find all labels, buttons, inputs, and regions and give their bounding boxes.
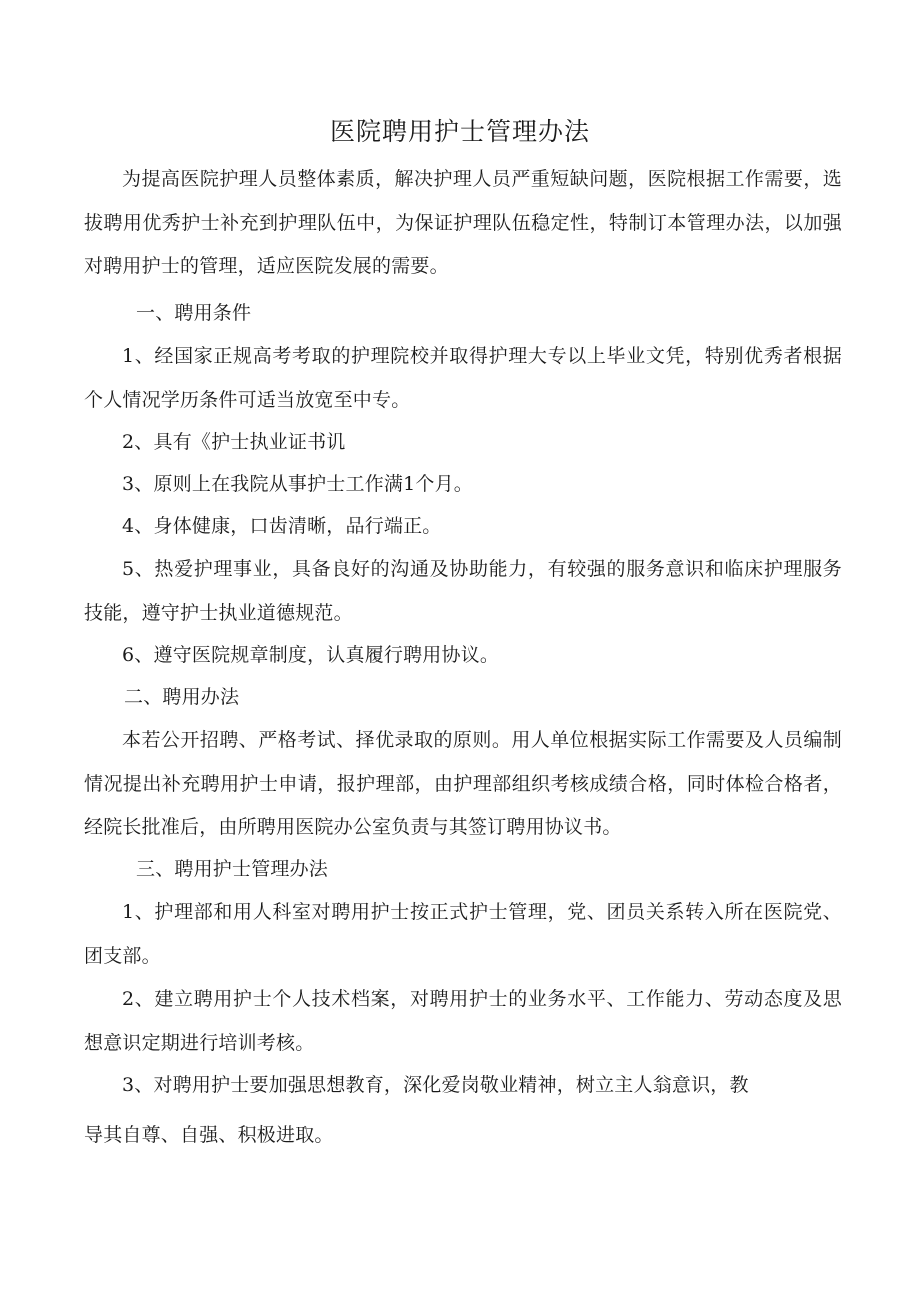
section-heading-method: 二、聘用办法 <box>124 686 240 708</box>
condition-item-4: 4、身体健康，口齿清晰，品行端正。 <box>122 515 442 537</box>
method-paragraph: 本若公开招聘、严格考试、择优录取的原则。用人单位根据实际工作需要及人员编制情况提出补充聘用护士申请，报护理部，由护理部组织考核成绩合格，同时体检合格者，经院长批准后，由所聘用医院办公室负责与其签订聘用协议书。 <box>84 729 842 838</box>
management-item-3-continuation: 导其自尊、自强、积极进取。 <box>84 1124 334 1146</box>
condition-item-1: 1、经国家正规高考考取的护理院校并取得护理大专以上毕业文凭，特别优秀者根据个人情况学历条件可适当放宽至中专。 <box>84 345 842 411</box>
section-heading-conditions: 一、聘用条件 <box>136 302 252 324</box>
condition-item-5: 5、热爱护理事业，具备良好的沟通及协助能力，有较强的服务意识和临床护理服务技能，遵守护士执业道德规范。 <box>84 558 842 624</box>
management-item-2: 2、建立聘用护士个人技术档案，对聘用护士的业务水平、工作能力、劳动态度及思想意识定期进行培训考核。 <box>84 988 842 1054</box>
management-item-1: 1、护理部和用人科室对聘用护士按正式护士管理，党、团员关系转入所在医院党、团支部。 <box>84 901 842 967</box>
document-title: 医院聘用护士管理办法 <box>329 117 590 146</box>
condition-item-3: 3、原则上在我院从事护士工作满1个月。 <box>122 473 473 495</box>
intro-paragraph: 为提高医院护理人员整体素质，解决护理人员严重短缺问题，医院根据工作需要，选拔聘用优秀护士补充到护理队伍中，为保证护理队伍稳定性，特制订本管理办法，以加强对聘用护士的管理，适应医院发展的需要。 <box>84 168 842 277</box>
condition-item-6: 6、遵守医院规章制度，认真履行聘用协议。 <box>122 644 500 666</box>
section-heading-management: 三、聘用护士管理办法 <box>136 858 329 880</box>
condition-item-2: 2、具有《护士执业证书讥 <box>122 431 346 453</box>
management-item-3: 3、对聘用护士要加强思想教育，深化爱岗敬业精神，树立主人翁意识，教 <box>122 1074 749 1096</box>
